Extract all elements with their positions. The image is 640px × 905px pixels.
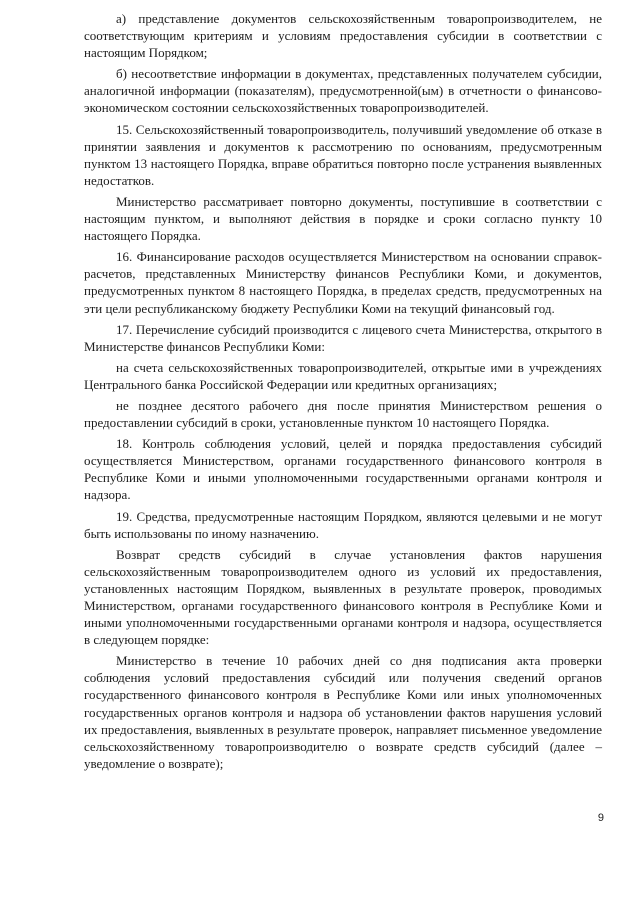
paragraph-14b: б) несоответствие информации в документах, представленных получателем субсидии, аналогичной информации (показателям), предусмотренной(ым) в отчетности о финансово-экономическом состоянии сельскохозяйственных товаропроизводителей. bbox=[84, 66, 602, 116]
paragraph-17-accounts: на счета сельскохозяйственных товаропроизводителей, открытые ими в учреждениях Центрального банка Российской Федерации или кредитных организациях; bbox=[84, 359, 602, 392]
paragraph-14a: а) представление документов сельскохозяйственным товаропроизводителем, не соответствующим критериям и условиям предоставления субсидии в соответствии с настоящим Порядком; bbox=[84, 11, 602, 61]
paragraph-15-repeat: Министерство рассматривает повторно документы, поступившие в соответствии с настоящим пунктом, и выполняют действия в порядке и сроки согласно пункту 10 настоящего Порядка. bbox=[84, 193, 602, 244]
paragraph-18: 18. Контроль соблюдения условий, целей и порядка предоставления субсидий осуществляется Министерством, органами государственного финансового контроля в Республике Коми и иными уполномоченными государственными органами контроля и надзора. bbox=[84, 436, 602, 503]
paragraph-19: 19. Средства, предусмотренные настоящим Порядком, являются целевыми и не могут быть использованы по иному назначению. bbox=[84, 508, 602, 541]
paragraph-19-refund: Возврат средств субсидий в случае установления фактов нарушения сельскохозяйственным товаропроизводителем одного из условий их предоставления, установленных настоящим Порядком, выявленных в результате проверок, проводимых Министерством, органами государственного финансового контроля в Республике Коми и иными уполномоченными государственными органами контроля и надзора, осуществляется в следующем порядке: bbox=[84, 546, 602, 648]
paragraph-15: 15. Сельскохозяйственный товаропроизводитель, получивший уведомление об отказе в принятии заявления и документов к рассмотрению по основаниям, предусмотренным пунктом 13 настоящего Порядка, вправе обратиться повторно после устранения выявленных недостатков. bbox=[84, 121, 602, 188]
paragraph-16: 16. Финансирование расходов осуществляется Министерством на основании справок-расчетов, представленных Министерству финансов Республики Коми, и документов, предусмотренных пунктом 8 настоящего Порядка, в пределах средств, предусмотренных на эти цели республиканскому бюджету Республики Коми на текущий финансовый год. bbox=[84, 249, 602, 316]
paragraph-19-notice: Министерство в течение 10 рабочих дней со дня подписания акта проверки соблюдения условий предоставления субсидий или получения сведений органов государственного финансового контроля в Республике Коми или иных уполномоченных государственных органов контроля и надзора об установлении фактов нарушения условий их предоставления, выявленных в результате проверок, направляет письменное уведомление сельскохозяйственному товаропроизводителю о возврате средств субсидий (далее – уведомление о возврате); bbox=[84, 653, 602, 771]
paragraph-17: 17. Перечисление субсидий производится с лицевого счета Министерства, открытого в Министерстве финансов Республики Коми: bbox=[84, 321, 602, 354]
paragraph-17-deadline: не позднее десятого рабочего дня после принятия Министерством решения о предоставлении субсидий в сроки, установленные пунктом 10 настоящего Порядка. bbox=[84, 397, 602, 431]
page-number: 9 bbox=[597, 812, 604, 824]
document-body bbox=[84, 10, 602, 772]
